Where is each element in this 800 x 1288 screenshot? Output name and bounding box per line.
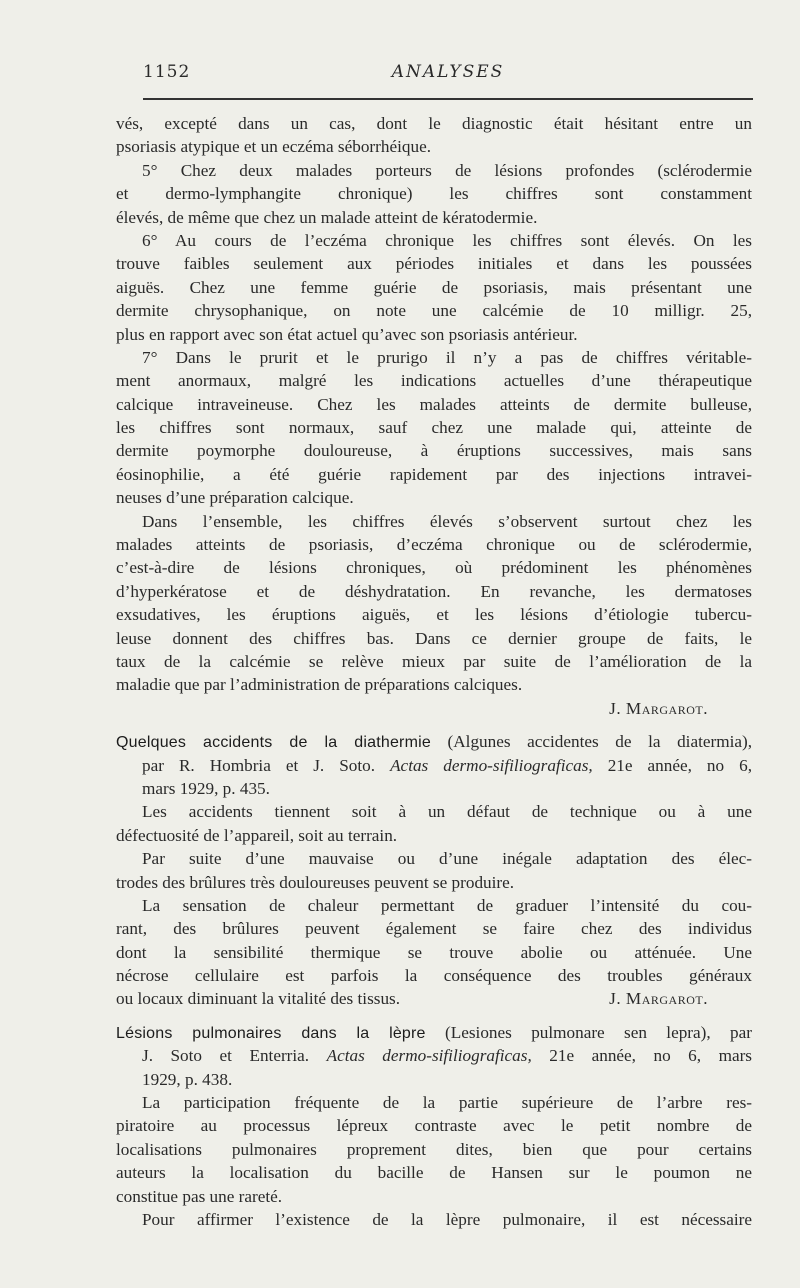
article-ref: (Algunes accidentes de la diatermia), <box>430 732 753 752</box>
text-line: aiguës. Chez une femme guérie de psoriasis, mais présentant une <box>116 277 752 297</box>
article-lepre <box>116 1021 752 1232</box>
article-title: Lésions pulmonaires dans la lèpre <box>116 1024 426 1042</box>
article-ref-line: 1929, p. 438. <box>142 1069 233 1089</box>
text-line: rant, des brûlures peuvent également se faire chez des individus <box>116 919 752 939</box>
text-line: défectuosité de l’appareil, soit au terrain. <box>116 825 398 845</box>
text-line: ment anormaux, malgré les indications actuelles d’une thérapeutique <box>116 371 752 391</box>
journal-name: Actas dermo-sifiliograficas, <box>326 1046 532 1066</box>
text-line: éosinophilie, a été guérie rapidement par des injections intravei- <box>116 464 752 484</box>
text-line: malades atteints de psoriasis, d’eczéma chronique ou de sclérodermie, <box>116 535 752 555</box>
section-continuation <box>116 112 752 720</box>
running-title: ANALYSES <box>391 62 505 82</box>
text-line: plus en rapport avec son état actuel qu’avec son psoriasis antérieur. <box>116 324 578 344</box>
text-line: neuses d’une préparation calcique. <box>116 488 354 508</box>
text-line: Dans l’ensemble, les chiffres élevés s’observent surtout chez les <box>142 511 752 531</box>
article-authors: J. Soto et Enterria. <box>142 1046 327 1066</box>
text-line: exsudatives, les éruptions aiguës, et les lésions d’étiologie tubercu- <box>116 605 752 625</box>
text-line: trodes des brûlures très douloureuses peuvent se produire. <box>116 872 515 892</box>
text-line: Par suite d’une mauvaise ou d’une inégale adaptation des élec- <box>142 849 752 869</box>
text-line: psoriasis atypique et un eczéma séborrhéique. <box>116 137 431 157</box>
text-line: vés, excepté dans un cas, dont le diagnostic était hésitant entre un <box>116 114 752 133</box>
article-heading <box>116 1021 752 1044</box>
text-line: dermite poymorphe douloureuse, à éruptions successives, mais sans <box>116 441 752 461</box>
article-ref-line: mars 1929, p. 435. <box>142 778 270 798</box>
text-line: piratoire au processus lépreux contraste avec le petit nombre de <box>116 1116 752 1136</box>
text-line: 5° Chez deux malades porteurs de lésions profondes (sclérodermie <box>142 160 752 180</box>
text-line: 6° Au cours de l’eczéma chronique les chiffres sont élevés. On les <box>142 230 752 250</box>
text-line: dont la sensibilité thermique se trouve abolie ou atténuée. Une <box>116 942 752 962</box>
article-issue: 21e année, no 6, mars <box>531 1046 752 1066</box>
text-line: La participation fréquente de la partie supérieure de l’arbre res- <box>142 1093 752 1113</box>
text-line: c’est-à-dire de lésions chroniques, où prédominent les phénomènes <box>116 558 752 578</box>
text-line: Pour affirmer l’existence de la lèpre pulmonaire, il est nécessaire <box>142 1209 752 1229</box>
article-ref-line <box>116 754 752 777</box>
text-line: les chiffres sont normaux, sauf chez une malade qui, atteinte de <box>116 418 752 438</box>
text-line: leuse donnent des chiffres bas. Dans ce dernier groupe de faits, le <box>116 628 752 648</box>
text-line: maladie que par l’administration de préparations calciques. <box>116 675 523 695</box>
text-line: constitue pas une rareté. <box>116 1186 283 1206</box>
article-title: Quelques accidents de la diathermie <box>116 734 431 752</box>
page-header <box>143 62 753 86</box>
signature: J. Margarot. <box>609 989 708 1009</box>
signature: J. Margarot. <box>609 698 708 718</box>
text-line: 7° Dans le prurit et le prurigo il n’y a pas de chiffres véritable- <box>142 347 752 367</box>
text-line: La sensation de chaleur permettant de graduer l’intensité du cou- <box>142 895 752 915</box>
text-line: calcique intraveineuse. Chez les malades atteints de dermite bulleuse, <box>116 394 752 414</box>
text-line: trouve faibles seulement aux périodes initiales et dans les poussées <box>116 254 752 274</box>
article-ref: (Lesiones pulmonare sen lepra), par <box>425 1022 752 1042</box>
article-ref-line <box>116 1044 752 1067</box>
body-text <box>116 112 752 1231</box>
text-line: et dermo-lymphangite chronique) les chiffres sont constamment <box>116 184 752 204</box>
text-line: Les accidents tiennent soit à un défaut de technique ou à une <box>142 802 752 822</box>
journal-name: Actas dermo-sifiliograficas, <box>390 755 593 775</box>
page-number: 1152 <box>143 62 191 82</box>
spacer <box>116 1011 752 1021</box>
text-line: d’hyperkératose et de déshydratation. En revanche, les dermatoses <box>116 581 752 601</box>
text-line: nécrose cellulaire est parfois la conséquence des troubles généraux <box>116 966 752 986</box>
text-line: taux de la calcémie se relève mieux par suite de l’amélioration de la <box>116 651 752 671</box>
text-line: dermite chrysophanique, on note une calcémie de 10 milligr. 25, <box>116 301 752 321</box>
text-line-with-signature <box>116 987 752 1010</box>
spacer <box>116 720 752 730</box>
header-rule <box>143 98 753 100</box>
text-line: ou locaux diminuant la vitalité des tissus. <box>116 989 401 1009</box>
article-issue: 21e année, no 6, <box>592 755 753 775</box>
article-heading <box>116 730 752 753</box>
text-line: auteurs la localisation du bacille de Hansen sur le poumon ne <box>116 1163 752 1183</box>
text-line: élevés, de même que chez un malade atteint de kératodermie. <box>116 207 538 227</box>
text-line: localisations pulmonaires proprement dites, bien que pour certains <box>116 1139 752 1159</box>
article-authors: par R. Hombria et J. Soto. <box>142 755 391 775</box>
article-diathermie <box>116 730 752 1011</box>
